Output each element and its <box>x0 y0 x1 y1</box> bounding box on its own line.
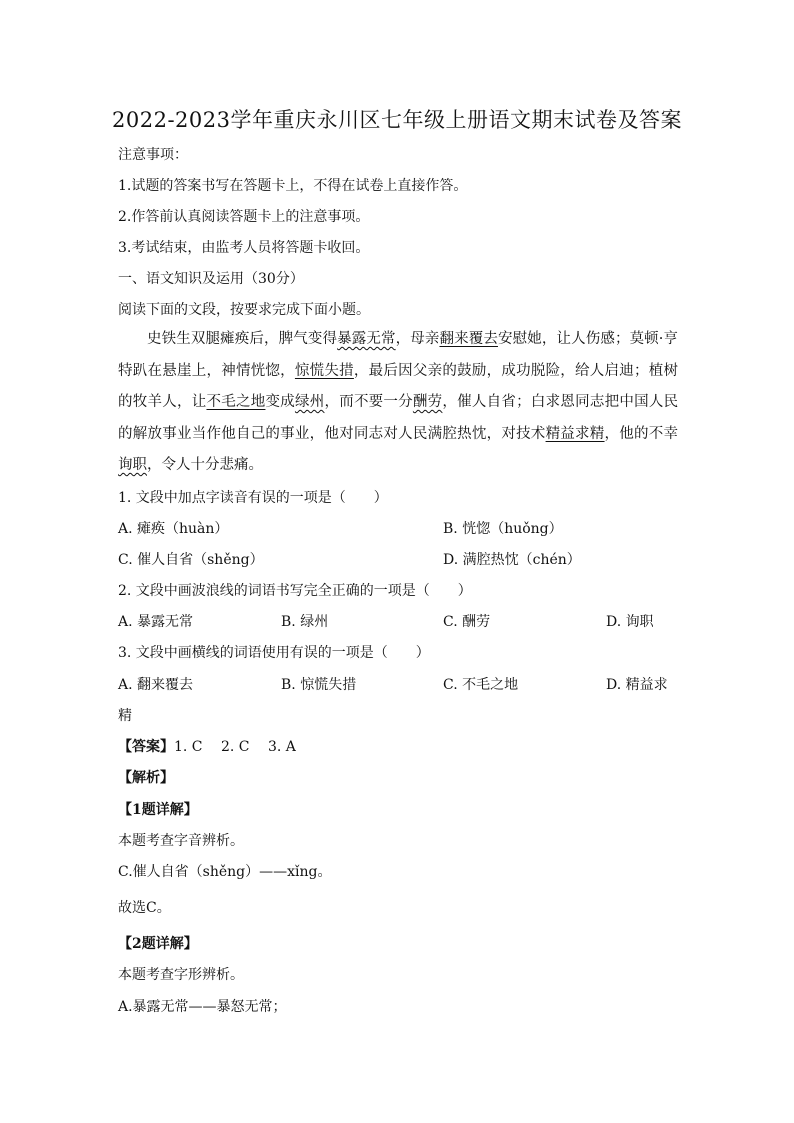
option-b: B. 绿州 <box>281 614 329 630</box>
underlined-word: 精益求精 <box>545 425 605 442</box>
option-a: A. 暴露无常 <box>118 614 194 630</box>
option-b: B. 恍惚（huǒng） <box>443 521 563 537</box>
answer-value: 1. C 2. C 3. A <box>174 739 296 755</box>
option-d: D. 询职 <box>606 614 654 630</box>
answer-label: 【答案】 <box>118 739 174 755</box>
option-d-wrap: 精 <box>118 708 132 724</box>
underlined-word: 不毛之地 <box>206 394 266 410</box>
analysis-line: A.暴露无常——暴怒无常； <box>118 999 287 1015</box>
passage-text: ，催人自省；白求恩同志把中国人民的解放事业当作他自己的事业，他对同志对人民满腔热忱，对技术 <box>118 394 679 442</box>
option-a: A. 瘫痪（huàn） <box>118 521 229 537</box>
question-stem: 2. 文段中画波浪线的词语书写完全正确的一项是（ ） <box>118 583 472 599</box>
passage-text: ，他的不幸 <box>604 425 679 442</box>
passage-text: ，令人十分悲痛。 <box>147 457 263 473</box>
q2-analysis-heading: 【2题详解】 <box>118 936 198 952</box>
analysis-line: 本题考查字形辨析。 <box>118 967 244 983</box>
passage-text: 史铁生双腿瘫痪后，脾气变得 <box>147 331 338 347</box>
option-d: D. 满腔热忱（chén） <box>443 552 581 568</box>
q1-analysis-heading: 【1题详解】 <box>118 802 198 818</box>
underlined-word: 翻来覆去 <box>439 331 498 347</box>
option-c: C. 酬劳 <box>443 614 491 630</box>
option-c: C. 不毛之地 <box>443 677 519 693</box>
analysis-line: 本题考查字音辨析。 <box>118 833 244 849</box>
wavy-word: 暴露无常 <box>337 331 396 347</box>
option-b: B. 惊慌失措 <box>281 677 357 693</box>
passage-text: ，最后因父亲的鼓励，成功脱险，给人启迪；植树的牧羊人，让 <box>118 362 679 410</box>
section-heading: 一、语文知识及运用（30分） <box>118 271 304 287</box>
option-d: D. 精益求 <box>606 677 668 693</box>
option-c: C. 催人自省（shěng） <box>118 552 264 568</box>
analysis-line: 故选C。 <box>118 900 171 916</box>
reading-passage <box>118 324 678 482</box>
page-title: 2022-2023学年重庆永川区七年级上册语文期末试卷及答案 <box>112 108 682 132</box>
underlined-word: 惊慌失措 <box>294 362 354 379</box>
notice-heading: 注意事项： <box>118 147 188 163</box>
analysis-line: C.催人自省（shěng）——xǐng。 <box>118 864 332 880</box>
answer-line <box>118 737 296 757</box>
passage-text: ，母亲 <box>395 331 440 347</box>
section-instruction: 阅读下面的文段，按要求完成下面小题。 <box>118 302 370 318</box>
question-stem: 3. 文段中画横线的词语使用有误的一项是（ ） <box>118 645 430 661</box>
analysis-heading: 【解析】 <box>118 770 174 786</box>
notice-item: 2.作答前认真阅读答题卡上的注意事项。 <box>118 209 370 225</box>
passage-text: ，而不要一分 <box>324 394 413 410</box>
option-a: A. 翻来覆去 <box>118 677 194 693</box>
wavy-word: 绿州 <box>294 394 325 410</box>
wavy-word: 询职 <box>118 457 147 473</box>
notice-item: 3.考试结束，由监考人员将答题卡收回。 <box>118 240 370 256</box>
notice-item: 1.试题的答案书写在答题卡上，不得在试卷上直接作答。 <box>118 178 468 194</box>
passage-text: 安慰她，让人伤感；莫顿·亨特趴在悬崖上，神情恍惚， <box>118 331 679 379</box>
question-stem: 1. 文段中加点字读音有误的一项是（ ） <box>118 490 388 506</box>
passage-text: 变成 <box>265 394 295 410</box>
wavy-word: 酬劳 <box>412 394 443 410</box>
